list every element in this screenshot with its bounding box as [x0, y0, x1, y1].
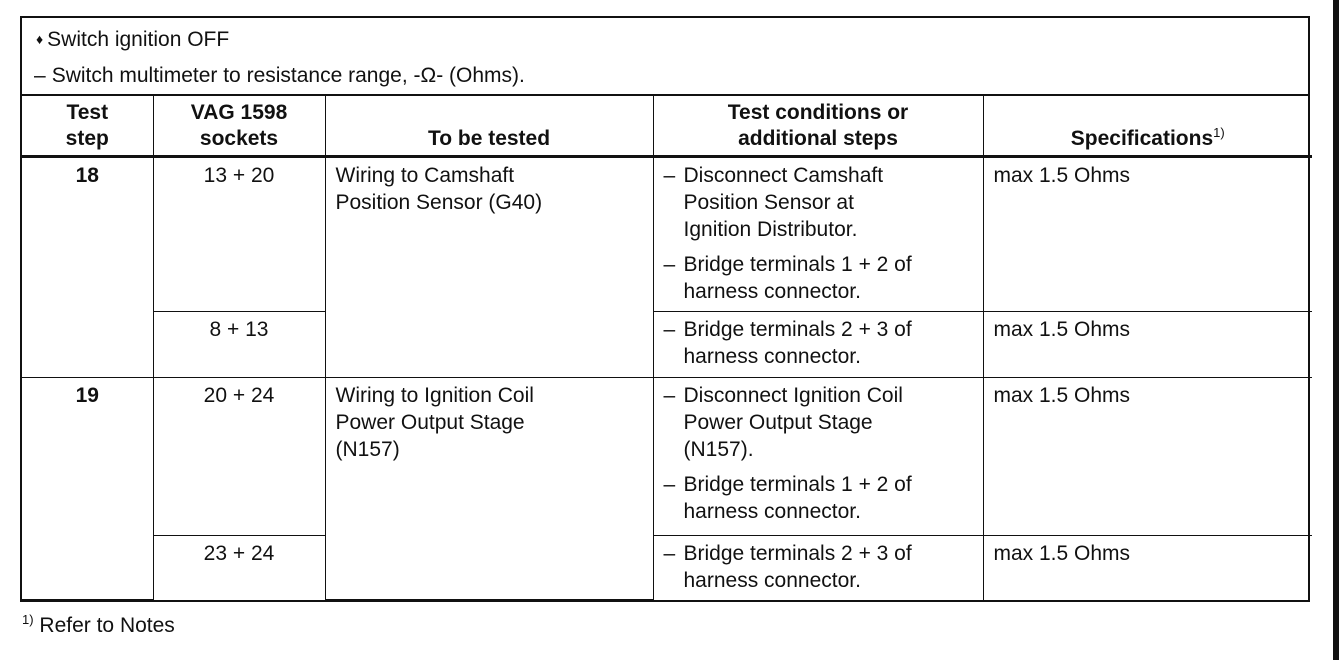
bullet-icon: ♦ — [36, 31, 44, 47]
tested-item: Wiring to Ignition Coil Power Output Stage (N157) — [325, 378, 653, 600]
footnote — [22, 613, 175, 639]
specification: max 1.5 Ohms — [983, 312, 1312, 378]
socket-pair: 13 + 20 — [153, 157, 325, 312]
socket-pair: 23 + 24 — [153, 536, 325, 600]
intro-instructions — [22, 18, 1308, 96]
footnote-text: Refer to Notes — [39, 614, 175, 637]
specification: max 1.5 Ohms — [983, 378, 1312, 536]
intro-line-ignition — [36, 28, 229, 53]
specification: max 1.5 Ohms — [983, 536, 1312, 600]
footnote-marker: 1) — [1213, 125, 1225, 140]
header-to-be-tested: To be tested — [325, 96, 653, 157]
header-conditions: Test conditions or additional steps — [653, 96, 983, 157]
step-number: 18 — [22, 157, 153, 378]
table-header-row — [22, 96, 1312, 157]
dash-icon: – — [34, 64, 46, 87]
test-conditions: – Bridge terminals 2 + 3 of harness connector. — [653, 536, 983, 600]
specification: max 1.5 Ohms — [983, 157, 1312, 312]
table-row — [22, 157, 1312, 312]
header-test-step: Test step — [22, 96, 153, 157]
test-conditions: – Disconnect Camshaft Position Sensor at Ignition Distributor. – Bridge terminals 1 + 2 of harness connector. — [653, 157, 983, 312]
test-conditions: – Bridge terminals 2 + 3 of harness connector. — [653, 312, 983, 378]
test-conditions: – Disconnect Ignition Coil Power Output Stage (N157). – Bridge terminals 1 + 2 of harness connector. — [653, 378, 983, 536]
header-specifications: Specifications$^{1)}$ — [983, 96, 1312, 157]
test-steps-table — [22, 96, 1312, 600]
right-edge-rule — [1333, 0, 1339, 660]
table-row — [22, 312, 1312, 378]
step-number: 19 — [22, 378, 153, 600]
table-row — [22, 536, 1312, 600]
footnote-marker: 1) — [22, 612, 34, 627]
intro-line-multimeter — [34, 64, 525, 88]
intro-text-ignition: Switch ignition OFF — [47, 28, 230, 51]
table-row — [22, 378, 1312, 536]
intro-text-multimeter: Switch multimeter to resistance range, -Ω- (Ohms). — [51, 64, 525, 87]
socket-pair: 8 + 13 — [153, 312, 325, 378]
tested-item: Wiring to Camshaft Position Sensor (G40) — [325, 157, 653, 378]
header-sockets: VAG 1598 sockets — [153, 96, 325, 157]
test-table-frame — [20, 16, 1310, 602]
socket-pair: 20 + 24 — [153, 378, 325, 536]
